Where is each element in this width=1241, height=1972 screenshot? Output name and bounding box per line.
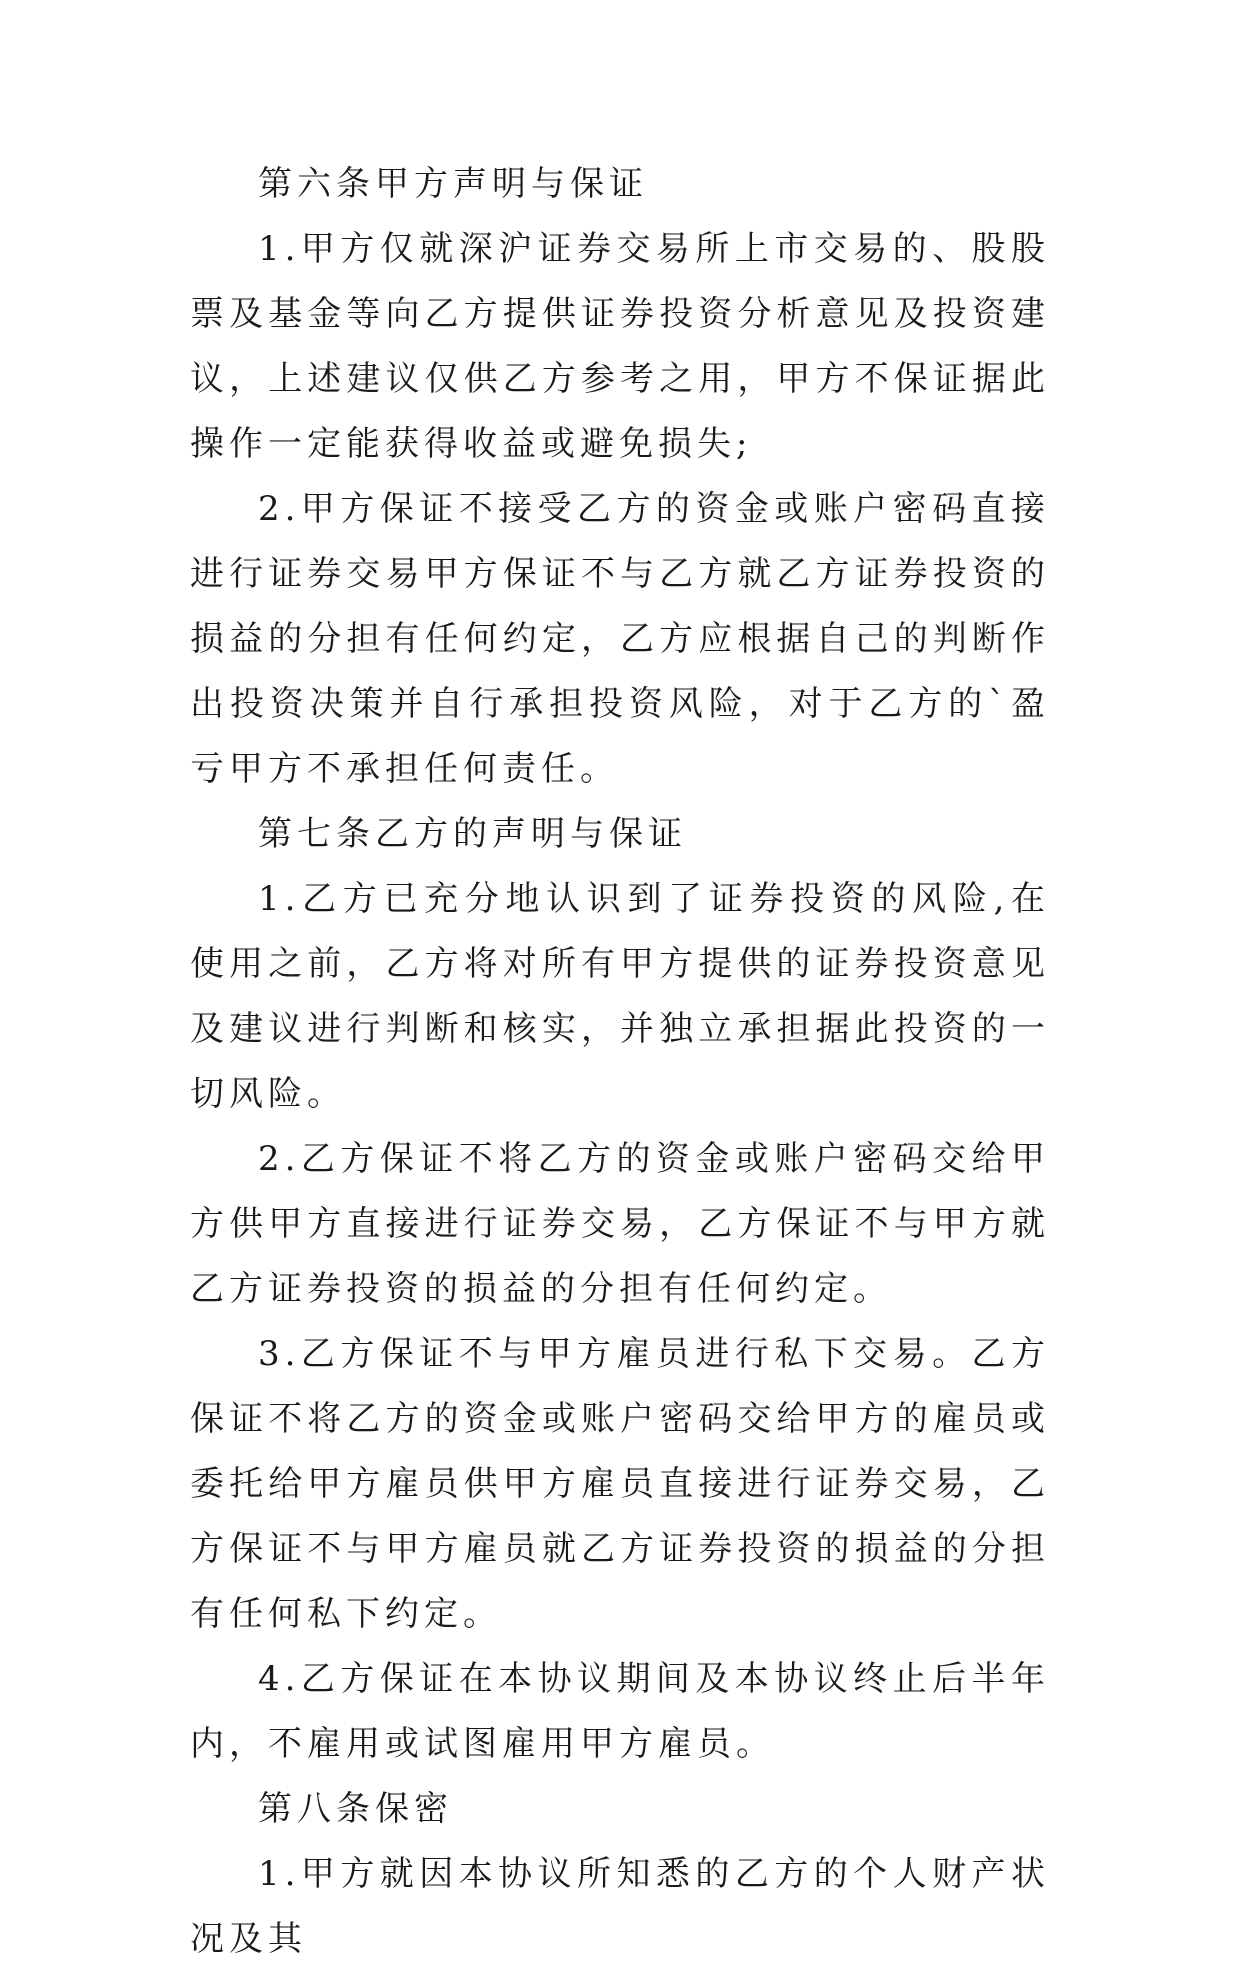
- article-7-clause-4: 4.乙方保证在本协议期间及本协议终止后半年内，不雇用或试图雇用甲方雇员。: [190, 1659, 1050, 1764]
- article-7-clause-2: 2.乙方保证不将乙方的资金或账户密码交给甲方供甲方直接进行证券交易，乙方保证不与甲方就乙方证券投资的损益的分担有任何约定。: [190, 1139, 1050, 1309]
- article-6-clause-2: 2.甲方保证不接受乙方的资金或账户密码直接进行证券交易甲方保证不与乙方就乙方证券投资的损益的分担有任何约定，乙方应根据自己的判断作出投资决策并自行承担投资风险，对于乙方的`盈亏甲方不承担任何责任。: [190, 489, 1050, 789]
- section-heading-article-8: 第八条保密: [258, 1789, 453, 1829]
- article-6-clause-1: 1.甲方仅就深沪证券交易所上市交易的、股股票及基金等向乙方提供证券投资分析意见及投资建议，上述建议仅供乙方参考之用，甲方不保证据此操作一定能获得收益或避免损失;: [190, 229, 1050, 464]
- article-8-clause-1: 1.甲方就因本协议所知悉的乙方的个人财产状况及其: [190, 1854, 1050, 1959]
- section-heading-article-6: 第六条甲方声明与保证: [258, 164, 648, 204]
- article-7-clause-3: 3.乙方保证不与甲方雇员进行私下交易。乙方保证不将乙方的资金或账户密码交给甲方的雇员或委托给甲方雇员供甲方雇员直接进行证券交易，乙方保证不与甲方雇员就乙方证券投资的损益的分担有任何私下约定。: [190, 1334, 1050, 1634]
- article-7-clause-1: 1.乙方已充分地认识到了证券投资的风险,在使用之前，乙方将对所有甲方提供的证券投资意见及建议进行判断和核实，并独立承担据此投资的一切风险。: [190, 879, 1050, 1114]
- document-body: [190, 152, 1050, 1972]
- section-heading-article-7: 第七条乙方的声明与保证: [258, 814, 687, 854]
